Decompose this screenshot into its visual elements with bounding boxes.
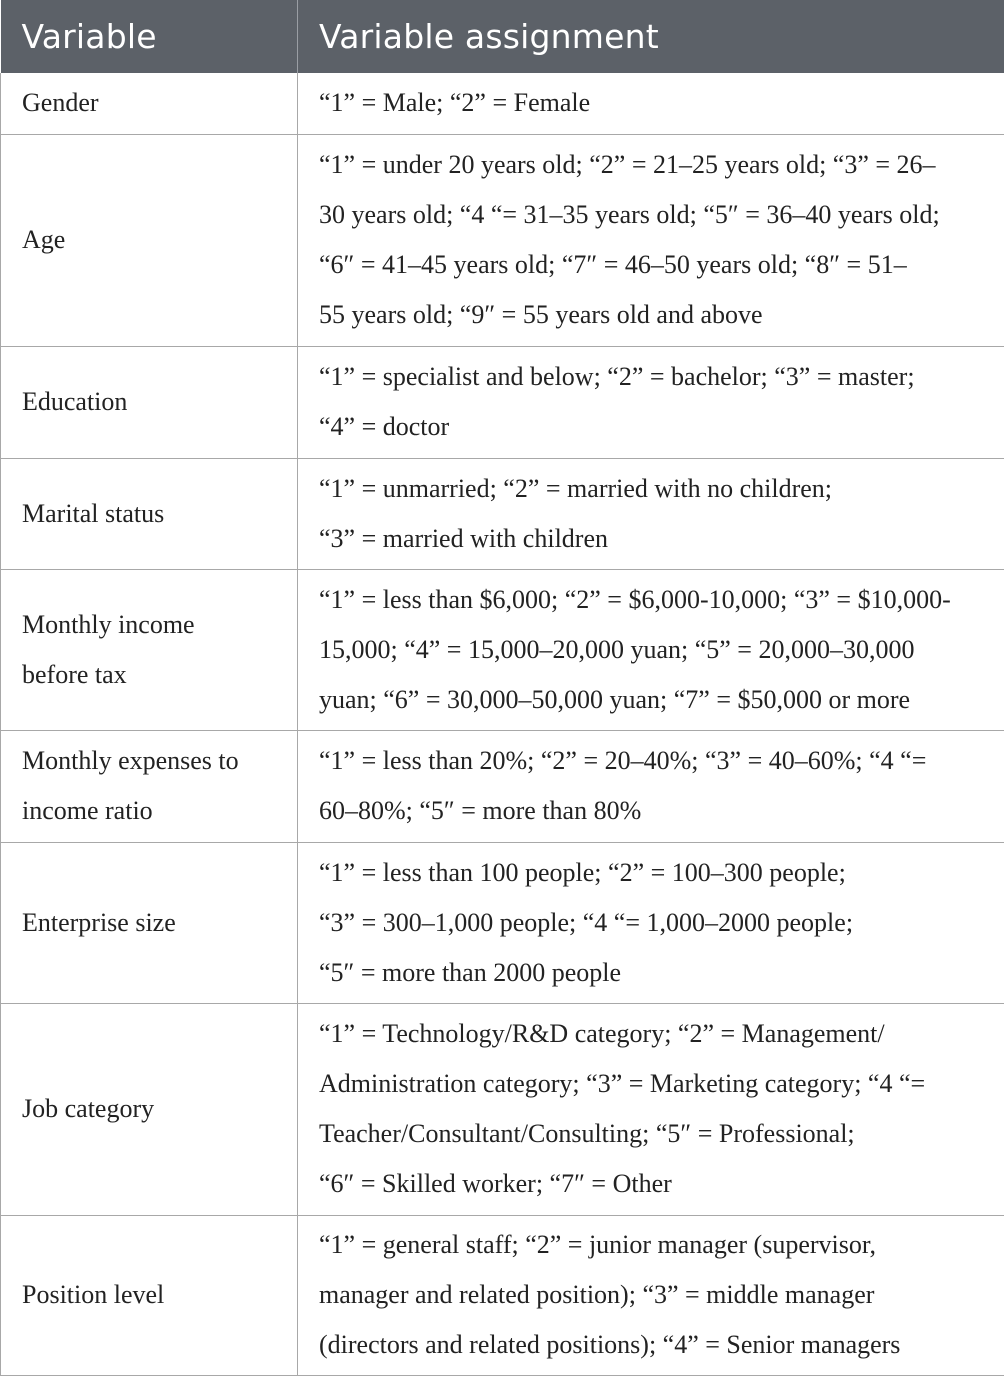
assignment-line: “3” = married with children — [319, 523, 608, 553]
assignment-cell — [298, 569, 1004, 730]
assignment-line: “5″ = more than 2000 people — [319, 957, 622, 987]
assignment-line: “1” = specialist and below; “2” = bachelor; “3” = master; — [319, 362, 915, 391]
assignment-line: yuan; “6” = 30,000–50,000 yuan; “7” = $50,000 or more — [319, 684, 911, 714]
table-row-gender — [1, 73, 1004, 134]
table-row-marital-status — [1, 458, 1004, 569]
variable-label: Monthly expenses to — [22, 746, 239, 775]
table-row-position-level — [1, 1215, 1004, 1375]
variable-label: Education — [22, 387, 128, 416]
assignment-line: manager and related position); “3” = middle manager — [319, 1280, 875, 1309]
variable-label: Enterprise size — [22, 907, 176, 937]
variable-cell — [1, 346, 298, 458]
assignment-cell — [298, 1215, 1004, 1375]
assignment-line: “1” = under 20 years old; “2” = 21–25 years old; “3” = 26– — [319, 150, 936, 179]
variable-cell — [1, 1215, 298, 1375]
assignment-line: “1” = Technology/R&D category; “2” = Management/ — [319, 1019, 885, 1048]
variable-label: Job category — [22, 1094, 155, 1123]
table-row-age — [1, 134, 1004, 346]
assignment-cell — [298, 458, 1004, 569]
table-row-job-category — [1, 1003, 1004, 1215]
assignment-cell — [298, 346, 1004, 458]
assignment-line: “1” = unmarried; “2” = married with no children; — [319, 473, 833, 503]
variable-cell — [1, 730, 298, 842]
table-row-enterprise-size — [1, 842, 1004, 1003]
assignment-line: “1” = less than 20%; “2” = 20–40%; “3” = 40–60%; “4 “= — [319, 746, 927, 775]
table-row-education — [1, 346, 1004, 458]
table-row-monthly-income — [1, 569, 1004, 730]
assignment-line: “6″ = Skilled worker; “7″ = Other — [319, 1169, 672, 1198]
header-variable-assignment: Variable assignment — [298, 0, 1004, 73]
variable-label: Monthly income — [22, 609, 195, 639]
assignment-line: “1” = less than $6,000; “2” = $6,000-10,000; “3” = $10,000- — [319, 584, 951, 614]
assignment-line: 60–80%; “5″ = more than 80% — [319, 796, 642, 825]
variable-label: Marital status — [22, 498, 165, 528]
assignment-line: “1” = less than 100 people; “2” = 100–300 people; — [319, 857, 846, 887]
assignment-line: Administration category; “3” = Marketing category; “4 “= — [319, 1069, 926, 1098]
variable-cell — [1, 569, 298, 730]
assignment-line: 55 years old; “9″ = 55 years old and above — [319, 300, 763, 329]
variable-cell — [1, 458, 298, 569]
assignment-cell — [298, 73, 1004, 134]
assignment-line: “6″ = 41–45 years old; “7″ = 46–50 years old; “8″ = 51– — [319, 250, 907, 279]
assignment-line: “3” = 300–1,000 people; “4 “= 1,000–2000 people; — [319, 907, 854, 937]
assignment-cell — [298, 1003, 1004, 1215]
variable-cell — [1, 73, 298, 134]
variable-label: Age — [22, 225, 66, 254]
variable-label: Gender — [22, 88, 99, 118]
assignment-cell — [298, 134, 1004, 346]
assignment-line: “1” = general staff; “2” = junior manager (supervisor, — [319, 1230, 876, 1259]
assignment-line: “1” = Male; “2” = Female — [319, 88, 591, 118]
table-header — [1, 0, 1004, 73]
table-body — [1, 73, 1004, 1375]
variable-label: Position level — [22, 1280, 165, 1309]
assignment-line: “4” = doctor — [319, 412, 450, 441]
variable-label: income ratio — [22, 796, 153, 825]
assignment-line: (directors and related positions); “4” = Senior managers — [319, 1330, 901, 1359]
variable-cell — [1, 842, 298, 1003]
assignment-line: Teacher/Consultant/Consulting; “5″ = Professional; — [319, 1119, 855, 1148]
variable-cell — [1, 134, 298, 346]
assignment-line: 30 years old; “4 “= 31–35 years old; “5″ = 36–40 years old; — [319, 200, 940, 229]
header-row — [1, 0, 1004, 73]
assignment-cell — [298, 842, 1004, 1003]
assignment-line: 15,000; “4” = 15,000–20,000 yuan; “5” = 20,000–30,000 — [319, 634, 915, 664]
variable-cell — [1, 1003, 298, 1215]
header-variable: Variable — [1, 0, 298, 73]
assignment-cell — [298, 730, 1004, 842]
table-row-expenses-ratio — [1, 730, 1004, 842]
variable-label: before tax — [22, 659, 127, 689]
